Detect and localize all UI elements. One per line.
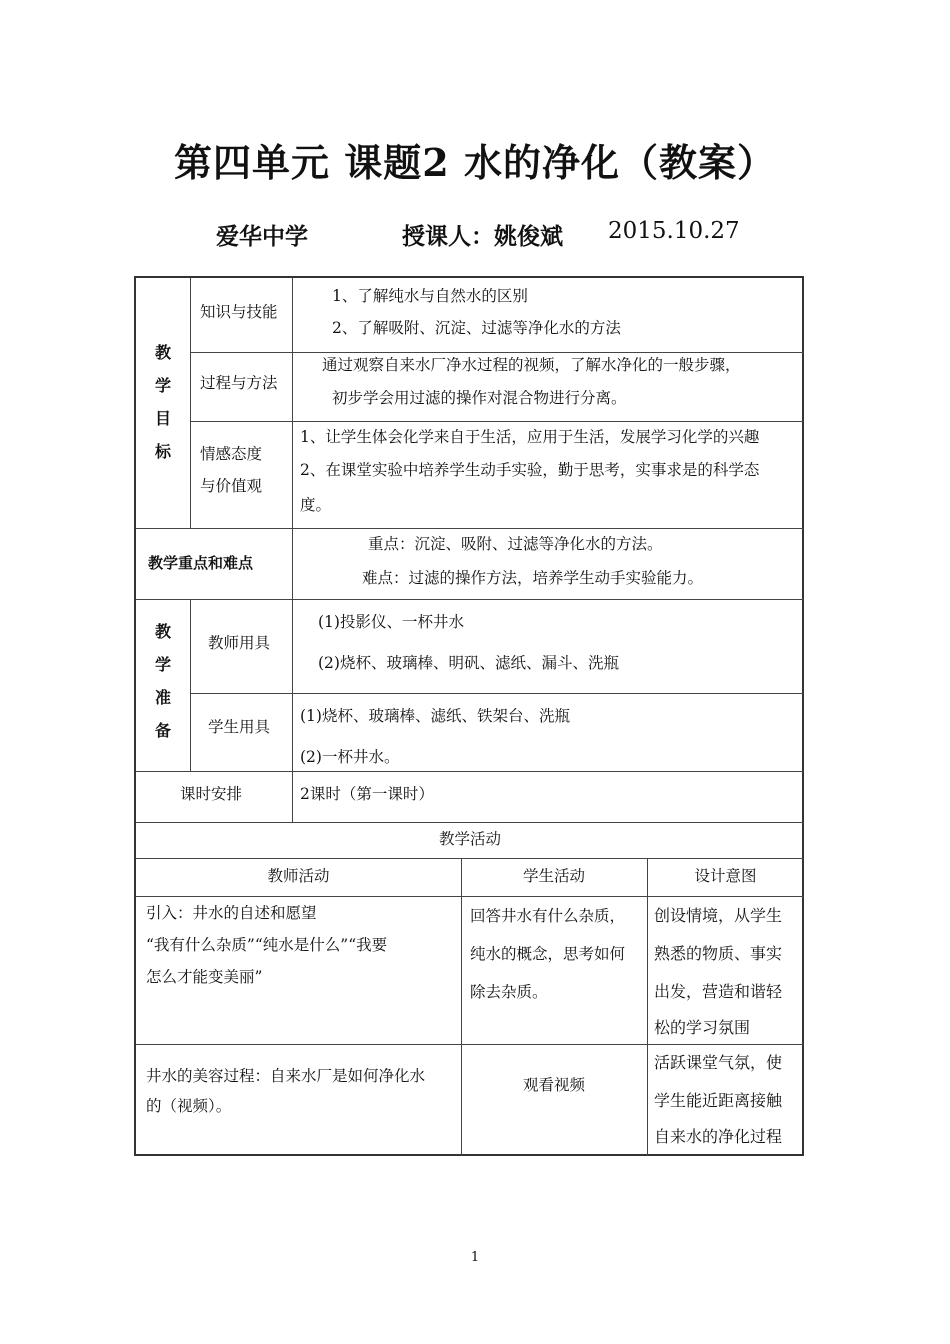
emotion-item: 1、让学生体会化学来自于生活，应用于生活，发展学习化学的兴趣 — [300, 428, 760, 446]
student-tool-item: (1)烧杯、玻璃棒、滤纸、铁架台、洗瓶 — [300, 707, 570, 725]
key-point-item: 重点：沉淀、吸附、过滤等净化水的方法。 — [368, 535, 663, 553]
process-item: 初步学会用过滤的操作对混合物进行分离。 — [332, 389, 627, 407]
process-item: 通过观察自来水厂净水过程的视频，了解水净化的一般步骤， — [322, 356, 741, 374]
objectives-label — [151, 336, 175, 468]
preparation-label-char: 教 — [154, 622, 171, 641]
activity-teacher-text: 井水的美容过程：自来水厂是如何净化水 — [146, 1067, 426, 1085]
student-tools-label: 学生用具 — [208, 718, 271, 736]
emotion-label: 与价值观 — [200, 477, 263, 495]
row-divider — [136, 599, 804, 600]
column-header-student: 学生活动 — [522, 867, 585, 885]
lesson-date: 2015.10.27 — [608, 218, 740, 244]
key-points-label: 教学重点和难点 — [148, 554, 254, 572]
teacher-tools-label: 教师用具 — [208, 634, 271, 652]
activity-student-text: 除去杂质。 — [470, 983, 548, 1001]
objectives-label-char: 标 — [154, 442, 171, 461]
schedule-label: 课时安排 — [180, 785, 243, 803]
col-divider — [647, 858, 648, 1156]
activity-student-text: 回答井水有什么杂质， — [470, 907, 626, 925]
objectives-label-char: 教 — [154, 343, 171, 362]
activity-teacher-text: 引入：井水的自述和愿望 — [146, 904, 317, 922]
teacher-tool-item: (2)烧杯、玻璃棒、明矾、滤纸、漏斗、洗瓶 — [318, 654, 619, 672]
col-divider — [461, 858, 462, 1156]
activity-teacher-text: 的（视频）。 — [146, 1097, 232, 1115]
activity-intent-text: 松的学习氛围 — [654, 1018, 751, 1037]
preparation-label-char: 学 — [154, 655, 171, 674]
col-divider — [190, 278, 191, 528]
activities-header: 教学活动 — [438, 830, 501, 848]
row-divider — [136, 771, 804, 772]
activity-teacher-text: 怎么才能变美丽” — [146, 968, 263, 986]
activity-intent-text: 自来水的净化过程 — [654, 1127, 783, 1146]
teacher-tool-item: (1)投影仪、一杯井水 — [318, 613, 464, 631]
key-point-item: 难点：过滤的操作方法，培养学生动手实验能力。 — [362, 569, 704, 587]
student-tool-item: (2)一杯井水。 — [300, 748, 400, 766]
knowledge-label: 知识与技能 — [200, 303, 278, 321]
emotion-item: 度。 — [300, 496, 332, 514]
row-divider — [136, 858, 804, 859]
process-label: 过程与方法 — [200, 374, 278, 392]
preparation-label-char: 准 — [154, 688, 171, 707]
emotion-item: 2、在课堂实验中培养学生动手实验，勤于思考，实事求是的科学态 — [300, 461, 760, 479]
activity-intent-text: 熟悉的物质、事实 — [654, 944, 783, 963]
activity-intent-text: 活跃课堂气氛，使 — [654, 1053, 783, 1072]
knowledge-item: 1、了解纯水与自然水的区别 — [332, 287, 528, 305]
school-name: 爱华中学 — [216, 223, 308, 250]
activity-student-text: 纯水的概念，思考如何 — [470, 945, 626, 963]
emotion-label: 情感态度 — [200, 445, 263, 463]
col-divider — [292, 278, 293, 822]
knowledge-item: 2、了解吸附、沉淀、过滤等净化水的方法 — [332, 319, 621, 337]
activity-student-text: 观看视频 — [522, 1076, 585, 1094]
activity-intent-text: 学生能近距离接触 — [654, 1091, 783, 1110]
lesson-plan-table — [134, 276, 804, 1156]
preparation-label-char: 备 — [154, 721, 171, 740]
document-title: 第四单元 课题2 水的净化（教案） — [174, 140, 776, 185]
col-divider — [190, 599, 191, 771]
objectives-label-char: 学 — [154, 376, 171, 395]
column-header-intent: 设计意图 — [694, 867, 757, 885]
activity-teacher-text: “我有什么杂质”“纯水是什么”“我要 — [146, 936, 388, 954]
objectives-label-char: 目 — [154, 409, 171, 428]
schedule-value: 2课时（第一课时） — [300, 785, 434, 803]
teacher-name: 授课人：姚俊斌 — [402, 223, 563, 250]
column-header-teacher: 教师活动 — [267, 867, 330, 885]
page-number: 1 — [470, 1250, 480, 1265]
activity-intent-text: 出发，营造和谐轻 — [654, 982, 783, 1001]
preparation-label — [151, 615, 175, 747]
activity-intent-text: 创设情境，从学生 — [654, 906, 783, 925]
row-divider — [190, 693, 804, 694]
